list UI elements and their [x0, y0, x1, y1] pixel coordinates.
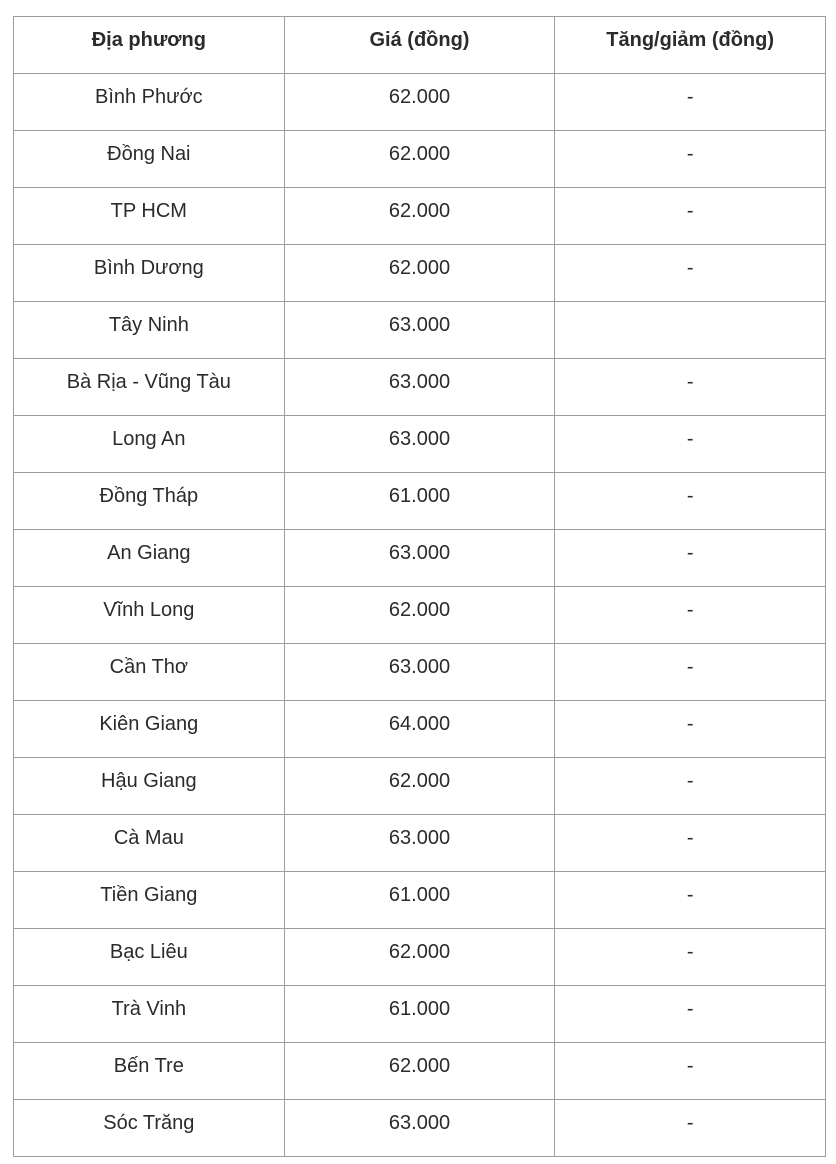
cell-price: 62.000: [284, 245, 555, 302]
cell-change: -: [555, 359, 826, 416]
cell-region: Long An: [14, 416, 285, 473]
table-row: [14, 302, 826, 359]
table-row: [14, 530, 826, 587]
table-row: [14, 188, 826, 245]
header-change: Tăng/giảm (đồng): [555, 17, 826, 74]
cell-region: Tiền Giang: [14, 872, 285, 929]
cell-change: -: [555, 986, 826, 1043]
cell-change: -: [555, 815, 826, 872]
cell-price: 63.000: [284, 644, 555, 701]
cell-price: 61.000: [284, 473, 555, 530]
cell-price: 62.000: [284, 131, 555, 188]
cell-change: -: [555, 473, 826, 530]
cell-region: Sóc Trăng: [14, 1100, 285, 1157]
cell-price: 63.000: [284, 530, 555, 587]
header-row: [14, 17, 826, 74]
cell-region: Cà Mau: [14, 815, 285, 872]
cell-region: Vĩnh Long: [14, 587, 285, 644]
table-row: [14, 644, 826, 701]
table-row: [14, 74, 826, 131]
table-header: [14, 17, 826, 74]
cell-price: 63.000: [284, 416, 555, 473]
cell-change: -: [555, 644, 826, 701]
table-row: [14, 131, 826, 188]
cell-price: 62.000: [284, 1043, 555, 1100]
cell-region: Bà Rịa - Vũng Tàu: [14, 359, 285, 416]
cell-change: -: [555, 872, 826, 929]
table-row: [14, 587, 826, 644]
table-row: [14, 416, 826, 473]
cell-change: -: [555, 1100, 826, 1157]
table-row: [14, 245, 826, 302]
cell-region: Đồng Nai: [14, 131, 285, 188]
table-row: [14, 815, 826, 872]
cell-price: 62.000: [284, 758, 555, 815]
cell-change: [555, 302, 826, 359]
table-row: [14, 929, 826, 986]
cell-price: 62.000: [284, 74, 555, 131]
cell-price: 62.000: [284, 587, 555, 644]
cell-change: -: [555, 245, 826, 302]
cell-change: -: [555, 758, 826, 815]
cell-region: Trà Vinh: [14, 986, 285, 1043]
cell-price: 62.000: [284, 929, 555, 986]
cell-region: Bạc Liêu: [14, 929, 285, 986]
cell-price: 63.000: [284, 1100, 555, 1157]
cell-change: -: [555, 74, 826, 131]
cell-region: Bến Tre: [14, 1043, 285, 1100]
cell-region: Kiên Giang: [14, 701, 285, 758]
cell-price: 62.000: [284, 188, 555, 245]
table-row: [14, 758, 826, 815]
table-body: [14, 74, 826, 1157]
cell-region: Bình Dương: [14, 245, 285, 302]
cell-region: Đồng Tháp: [14, 473, 285, 530]
table-row: [14, 986, 826, 1043]
cell-price: 63.000: [284, 359, 555, 416]
table-row: [14, 872, 826, 929]
price-table: [13, 16, 826, 1157]
table-row: [14, 701, 826, 758]
cell-region: TP HCM: [14, 188, 285, 245]
cell-price: 63.000: [284, 815, 555, 872]
cell-price: 61.000: [284, 872, 555, 929]
cell-region: Hậu Giang: [14, 758, 285, 815]
cell-change: -: [555, 929, 826, 986]
cell-change: -: [555, 587, 826, 644]
cell-change: -: [555, 1043, 826, 1100]
table-row: [14, 1043, 826, 1100]
cell-region: Tây Ninh: [14, 302, 285, 359]
table-row: [14, 1100, 826, 1157]
cell-price: 61.000: [284, 986, 555, 1043]
header-region: Địa phương: [14, 17, 285, 74]
table-row: [14, 473, 826, 530]
cell-price: 63.000: [284, 302, 555, 359]
cell-change: -: [555, 416, 826, 473]
cell-change: -: [555, 701, 826, 758]
cell-change: -: [555, 131, 826, 188]
table-row: [14, 359, 826, 416]
cell-region: Cần Thơ: [14, 644, 285, 701]
cell-price: 64.000: [284, 701, 555, 758]
cell-region: An Giang: [14, 530, 285, 587]
cell-region: Bình Phước: [14, 74, 285, 131]
header-price: Giá (đồng): [284, 17, 555, 74]
cell-change: -: [555, 188, 826, 245]
cell-change: -: [555, 530, 826, 587]
